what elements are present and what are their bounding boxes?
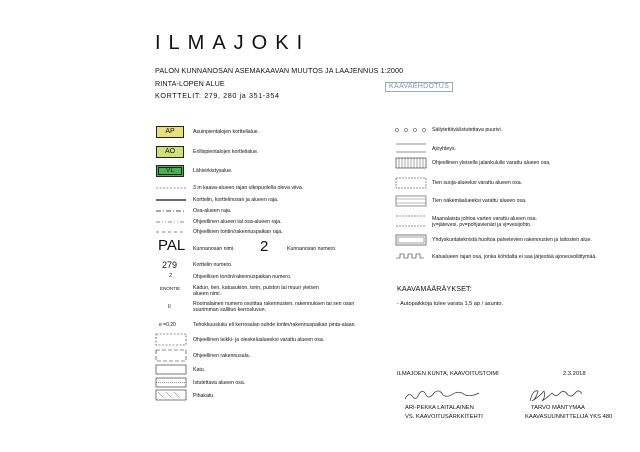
draft-stamp: KAAVAEHDOTUS: [385, 82, 453, 92]
legend-desc: Roomalainen numero osoittaa rakennusten, rakennuksen tai sen osan suurimman sallitun kerrosluvun.: [193, 301, 355, 313]
legend-desc: Istutettava alueen osa.: [193, 380, 246, 386]
blocks-label: KORTTELIT: 279, 280 ja 351-354: [155, 91, 280, 100]
legend-desc: Asuinpientalojen korttelialue.: [193, 129, 260, 135]
legend-desc: Katu.: [193, 367, 206, 373]
legend-desc: Ohjeellisen tontin/rakennuspaikan numero.: [193, 274, 292, 280]
legend-desc: Maanalaista johtoa varten varattu alueen osa.: [432, 216, 537, 222]
regulations-title: KAAVAMÄÄRÄYKSET:: [397, 284, 472, 293]
signer1-title: VS. KAAVOITUSARKKITEHTI: [405, 414, 483, 420]
subtitle: PALON KUNNANOSAN ASEMAKAAVAN MUUTOS JA LAAJENNUS 1:2000: [155, 66, 404, 75]
legend-desc: Osa-alueen raja.: [193, 208, 232, 214]
legend-desc: 3 m kaava-alueen rajan ulkopuolella oleva viiva.: [193, 185, 304, 191]
legend-desc: Tehokkuusluku eli kerrosalan suhde tontin/rakennuspaikan pinta-alaan.: [193, 322, 356, 328]
legend-desc: Ohjeellinen rakennusala.: [193, 353, 251, 359]
legend-desc: Yhdyskuntateknistä huoltoa palvelevien rakennusten ja laitosten alue.: [432, 237, 592, 243]
signer2-title: KAAVASUUNNITTELIJA YKS 480: [525, 414, 613, 420]
ap-symbol: AP: [156, 126, 184, 138]
legend-desc: jv=jätevesi, pv=pohjavienäri ja vj=vesijohto.: [432, 222, 532, 228]
efficiency-symbol: e =0.20: [159, 322, 176, 328]
block-number-symbol: 279: [162, 260, 178, 270]
legend-desc: Ohjeellinen leikki- ja oleskelualueeksi varattu alueen osa.: [193, 337, 325, 343]
floor-count-symbol: II: [168, 304, 171, 310]
legend-desc: Erillispientalojen korttelialue.: [193, 149, 259, 155]
street-name-symbol: ÉNONTIE: [160, 286, 181, 291]
legend-desc: Säilytettävä/istutettava puurivi.: [432, 127, 503, 133]
legend-desc: Kadun, tien, katuaukion, torin, puiston tai muun yleisen alueen nimi.: [193, 285, 319, 297]
legend-desc: Katualueen rajan osa, jonka kohdalta ei saa järjestää ajoneuvoliittymää.: [432, 254, 597, 260]
area-name: RINTA-LOPEN ALUE: [155, 79, 225, 88]
plot-number-symbol: 2: [169, 273, 173, 279]
legend-desc: Kunnanosan nimi.: [193, 246, 235, 252]
date: 2.3.2018: [563, 371, 586, 377]
pal-number-desc: Kunnanosan numero.: [287, 246, 337, 252]
legend-desc: Ohjeellinen alueen tai osa-alueen raja.: [193, 219, 282, 225]
legend-desc: Pihakatu.: [193, 393, 215, 399]
legend-desc: Ohjeellinen tontin/rakennuspaikan raja.: [193, 229, 283, 235]
legend-desc: Tien suoja-alueeksi varattu alueen osa.: [432, 180, 523, 186]
legend-desc: Lähivirkistysalue.: [193, 168, 233, 174]
page-title: ILMAJOKI: [155, 32, 311, 54]
pal-symbol: PAL: [158, 237, 186, 254]
pal-number: 2: [260, 238, 269, 255]
legend-desc: Ajoyhteys.: [432, 146, 456, 152]
office: ILMAJOEN KUNTA, KAAVOITUSTOIMI: [397, 371, 499, 377]
legend-desc: Korttelin, korttelinosan ja alueen raja.: [193, 197, 279, 203]
legend-desc: Korttelin numero.: [193, 262, 233, 268]
signer1-name: ARI-PEKKA LAITALAINEN: [405, 405, 474, 411]
legend-desc: Tien näkemäalueeksi varattu alueen osa.: [432, 198, 527, 204]
legend-desc: Ohjeellinen yleiselle jalankululle varattu alueen osa.: [432, 160, 551, 166]
vl-symbol: VL: [156, 165, 184, 177]
signer2-name: TARVO MÄNTYMAA: [531, 405, 585, 411]
regulation-item: - Autopaikkoja tulee varata 1,5 ap / asunto.: [397, 301, 504, 307]
ao-symbol: AO: [156, 146, 184, 158]
